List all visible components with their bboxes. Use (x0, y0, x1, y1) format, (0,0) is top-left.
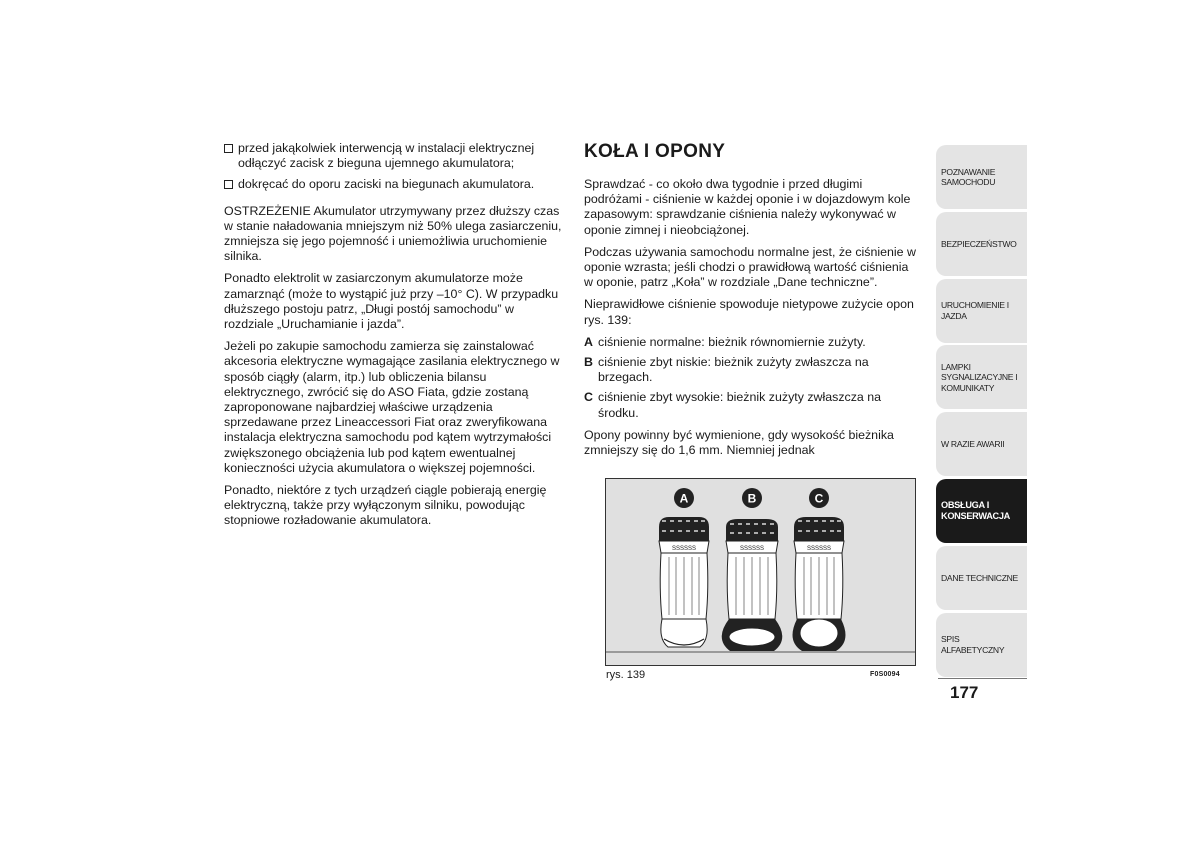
bullet-item: przed jakąkolwiek interwencją w instalacji elektrycznej odłączyć zacisk z bieguna ujemnego akumulatora; (224, 141, 566, 171)
tire-a (659, 517, 709, 647)
label-b: B (747, 491, 757, 506)
tab-poznawanie-samochodu[interactable]: POZNAWANIE SAMOCHODU (936, 145, 1027, 209)
paragraph: Nieprawidłowe ciśnienie spowoduje nietypowe zużycie opon rys. 139: (584, 297, 914, 327)
figure-caption: rys. 139 (606, 669, 646, 681)
left-column (224, 141, 566, 536)
tire-wear-figure (605, 478, 916, 666)
paragraph: Sprawdzać - co około dwa tygodnie i przed długimi podróżami - ciśnienie w każdej oponie i w dojazdowym kole zapasowym: sprawdzanie ciśnienia należy wykonywać w oponie zimnej i nieobciążonej. (584, 177, 911, 237)
tread-marks: SSSSSS (806, 546, 832, 552)
paragraph: Opony powinny być wymienione, gdy wysokość bieżnika zmniejszy się do 1,6 mm. Niemniej jednak (584, 427, 894, 458)
list-item: A ciśnienie normalne: bieżnik równomiernie zużyty. (584, 334, 866, 349)
list-item: B ciśnienie zbyt niskie: bieżnik zużyty zwłaszcza na brzegach. (584, 355, 869, 385)
page-number: 177 (950, 683, 979, 702)
tire-c (793, 517, 846, 651)
tab-spis-alfabetyczny[interactable]: SPIS ALFABETYCZNY (936, 613, 1027, 677)
checkbox-bullet-icon (224, 144, 233, 153)
right-column (584, 141, 920, 465)
tire-illustration (606, 479, 915, 665)
bullet-item: dokręcać do oporu zaciski na biegunach akumulatora. (224, 177, 566, 192)
paragraph: Ponadto, niektóre z tych urządzeń ciągle pobierają energię elektryczną, także przy wyłączonym silniku, powodując stopniowe rozładowanie akumulatora. (224, 483, 547, 528)
warning-paragraph: OSTRZEŻENIE Akumulator utrzymywany przez dłuższy czas w stanie naładowania mniejszym niż 50% ulega zasiarczeniu, zmniejsza się jego pojemność i uniemożliwia uruchomienie silnika. (224, 203, 562, 264)
paragraph: Ponadto elektrolit w zasiarczonym akumulatorze może zamarznąć (może to wystąpić już przy –10° C). W przypadku dłuższego postoju patrz, „Długi postój samochodu” w rozdziale „Uruchamianie i jazda”. (224, 271, 559, 332)
tab-uruchomienie-i-jazda[interactable]: URUCHOMIENIE I JAZDA (936, 279, 1027, 343)
tab-obsluga-i-konserwacja[interactable]: OBSŁUGA I KONSERWACJA (936, 479, 1027, 543)
figure-code: F0S0094 (870, 671, 900, 678)
label-c: C (814, 491, 824, 506)
section-title: KOŁA I OPONY (584, 141, 726, 162)
tab-dane-techniczne[interactable]: DANE TECHNICZNE (936, 546, 1027, 610)
tire-b (722, 519, 783, 651)
label-a: A (679, 491, 689, 506)
tread-marks: SSSSSS (671, 546, 697, 552)
tab-w-razie-awarii[interactable]: W RAZIE AWARII (936, 412, 1027, 476)
paragraph: Jeżeli po zakupie samochodu zamierza się zainstalować akcesoria elektryczne wymagające zasilania elektrycznego w sposób ciągły (alarm, itp.) lub obliczenia bilansu elektrycznego, zwrócić się do ASO Fiata, gdzie zostaną zaproponowane najbardziej właściwe urządzenia sprzedawane przez Lineaccessori Fiat oraz zweryfikowana instalacja elektryczna samochodu pod kątem wytrzymałości zwiększonego obciążenia lub pod kątem ewentualnej konieczności użycia akumulatora o większej pojemności. (224, 339, 560, 475)
chapter-tabs (936, 145, 1027, 679)
tab-lampki-sygnalizacyjne[interactable]: LAMPKI SYGNALIZACYJNE I KOMUNIKATY (936, 345, 1027, 409)
paragraph: Podczas używania samochodu normalne jest, że ciśnienie w oponie wzrasta; jeśli chodzi o prawidłową wartość ciśnienia w oponie, patrz „Koła” w rozdziale „Dane techniczne”. (584, 244, 916, 290)
checkbox-bullet-icon (224, 180, 233, 189)
tab-bezpieczenstwo[interactable]: BEZPIECZEŃSTWO (936, 212, 1027, 276)
tread-marks: SSSSSS (739, 546, 765, 552)
list-item: C ciśnienie zbyt wysokie: bieżnik zużyty zwłaszcza na środku. (584, 390, 882, 420)
page-number-rule (938, 678, 1027, 679)
